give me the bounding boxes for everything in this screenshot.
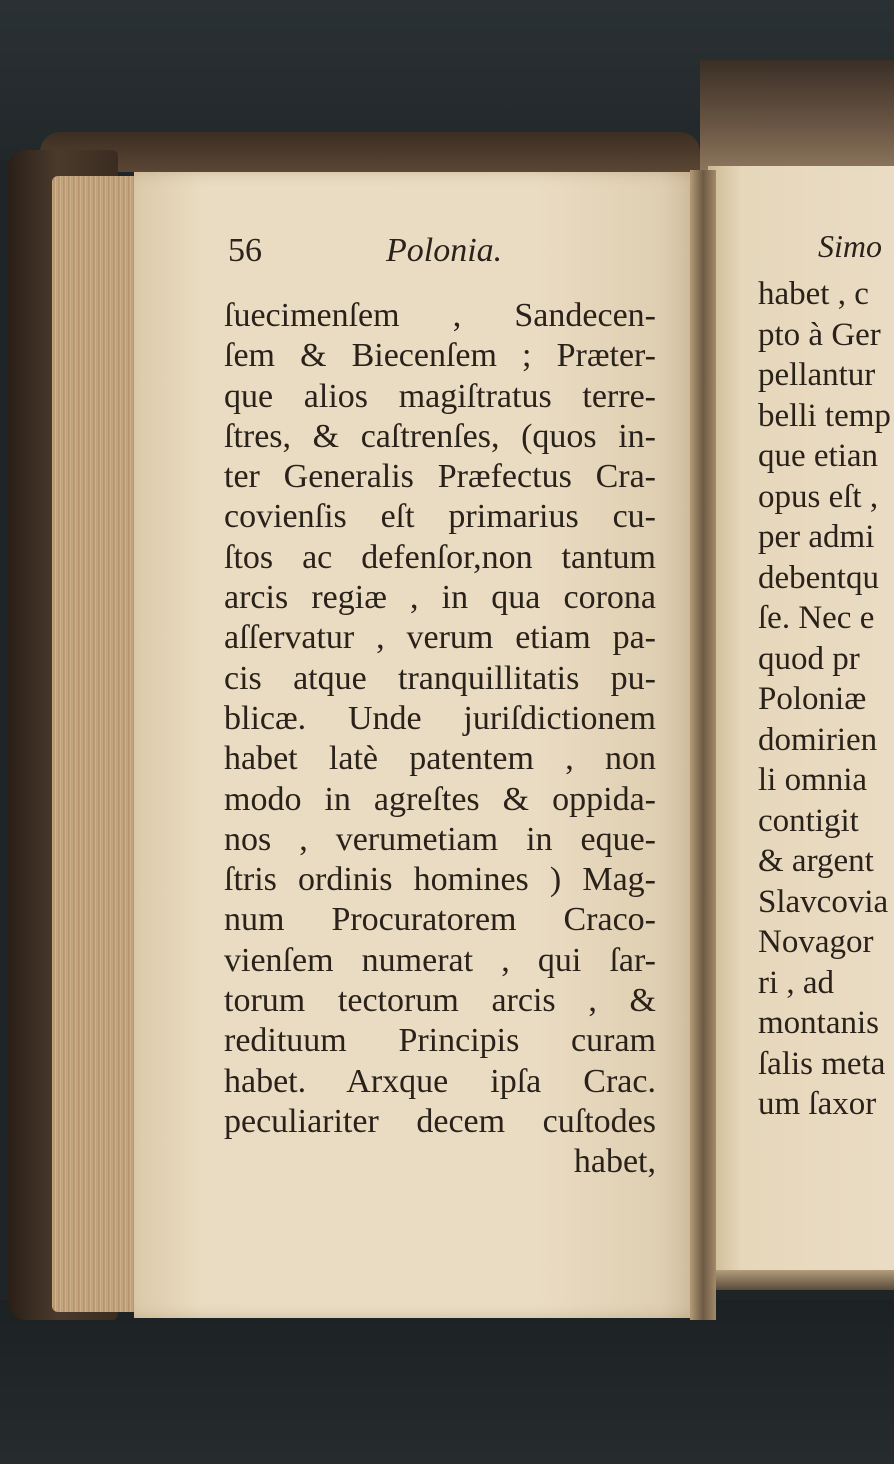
text-line: montanis (758, 1005, 879, 1041)
text-line: modo in agreſtes & oppida- (224, 780, 656, 818)
text-line: Poloniæ (758, 681, 867, 717)
text-line: num Procuratorem Craco- (224, 901, 656, 939)
text-line: debentqu (758, 559, 879, 596)
text-line: vienſem numerat , qui ſar- (224, 941, 656, 979)
text-line: li omnia (758, 762, 868, 798)
text-line: redituum Principis curam (224, 1022, 656, 1060)
text-line: belli temp (758, 397, 891, 434)
text-line: peculiariter decem cuſtodes (224, 1102, 656, 1140)
text-line: pto à Ger (758, 316, 881, 353)
background-bottom (0, 1300, 894, 1464)
text-line: domirien (758, 721, 878, 758)
text-line: ſe. Nec e (758, 600, 875, 636)
text-line: cis atque tranquillitatis pu- (224, 659, 656, 697)
text-line: aſſervatur , verum etiam pa- (224, 619, 656, 657)
book-gutter (690, 170, 716, 1320)
text-line: & argent (758, 843, 874, 879)
text-line: contigit (758, 802, 859, 839)
text-line: Novagor (758, 924, 874, 960)
text-line: ſem & Biecenſem ; Præter- (224, 337, 656, 375)
right-page-running-title: Simo (818, 228, 882, 264)
text-line: que alios magiſtratus terre- (224, 377, 656, 415)
text-line: ſtris ordinis homines ) Mag- (224, 861, 656, 899)
left-page-body (224, 296, 656, 1183)
text-line: habet. Arxque ipſa Crac. (224, 1062, 656, 1100)
text-line: um ſaxor (758, 1086, 877, 1122)
text-line: quod pr (758, 640, 860, 677)
text-line: ri , ad (758, 964, 835, 1001)
right-page-body (758, 274, 894, 1125)
catchword: habet, (573, 1143, 656, 1181)
page-number: 56 (228, 232, 262, 269)
running-title: Polonia. (386, 232, 503, 269)
text-line: nos , verumetiam in eque- (224, 820, 656, 858)
text-line: blicæ. Unde juriſdictionem (224, 699, 656, 737)
text-line: covienſis eſt primarius cu- (224, 498, 656, 536)
text-line: ſuecimenſem , Sandecen- (224, 297, 656, 334)
text-line: ſalis meta (758, 1045, 886, 1082)
text-line: habet , c (758, 276, 869, 312)
text-line: ſtos ac defenſor,non tantum (224, 538, 656, 576)
text-line: per admi (758, 519, 875, 555)
text-line: ſtres, & caſtrenſes, (quos in- (224, 417, 656, 455)
book-cover-top-edge (40, 132, 700, 172)
left-page-header (0, 232, 894, 272)
text-line: opus eſt , (758, 478, 879, 515)
text-line: ter Generalis Præfectus Cra- (224, 458, 656, 496)
text-line: pellantur (758, 357, 876, 393)
book-cover-right (700, 60, 894, 170)
text-line: habet latè patentem , non (224, 740, 656, 778)
text-line: arcis regiæ , in qua corona (224, 579, 656, 617)
text-line: que etian (758, 438, 879, 474)
text-line: Slavcovia (758, 883, 889, 920)
text-line: torum tectorum arcis , & (224, 982, 656, 1020)
right-page-bottom-edge (706, 1270, 894, 1290)
